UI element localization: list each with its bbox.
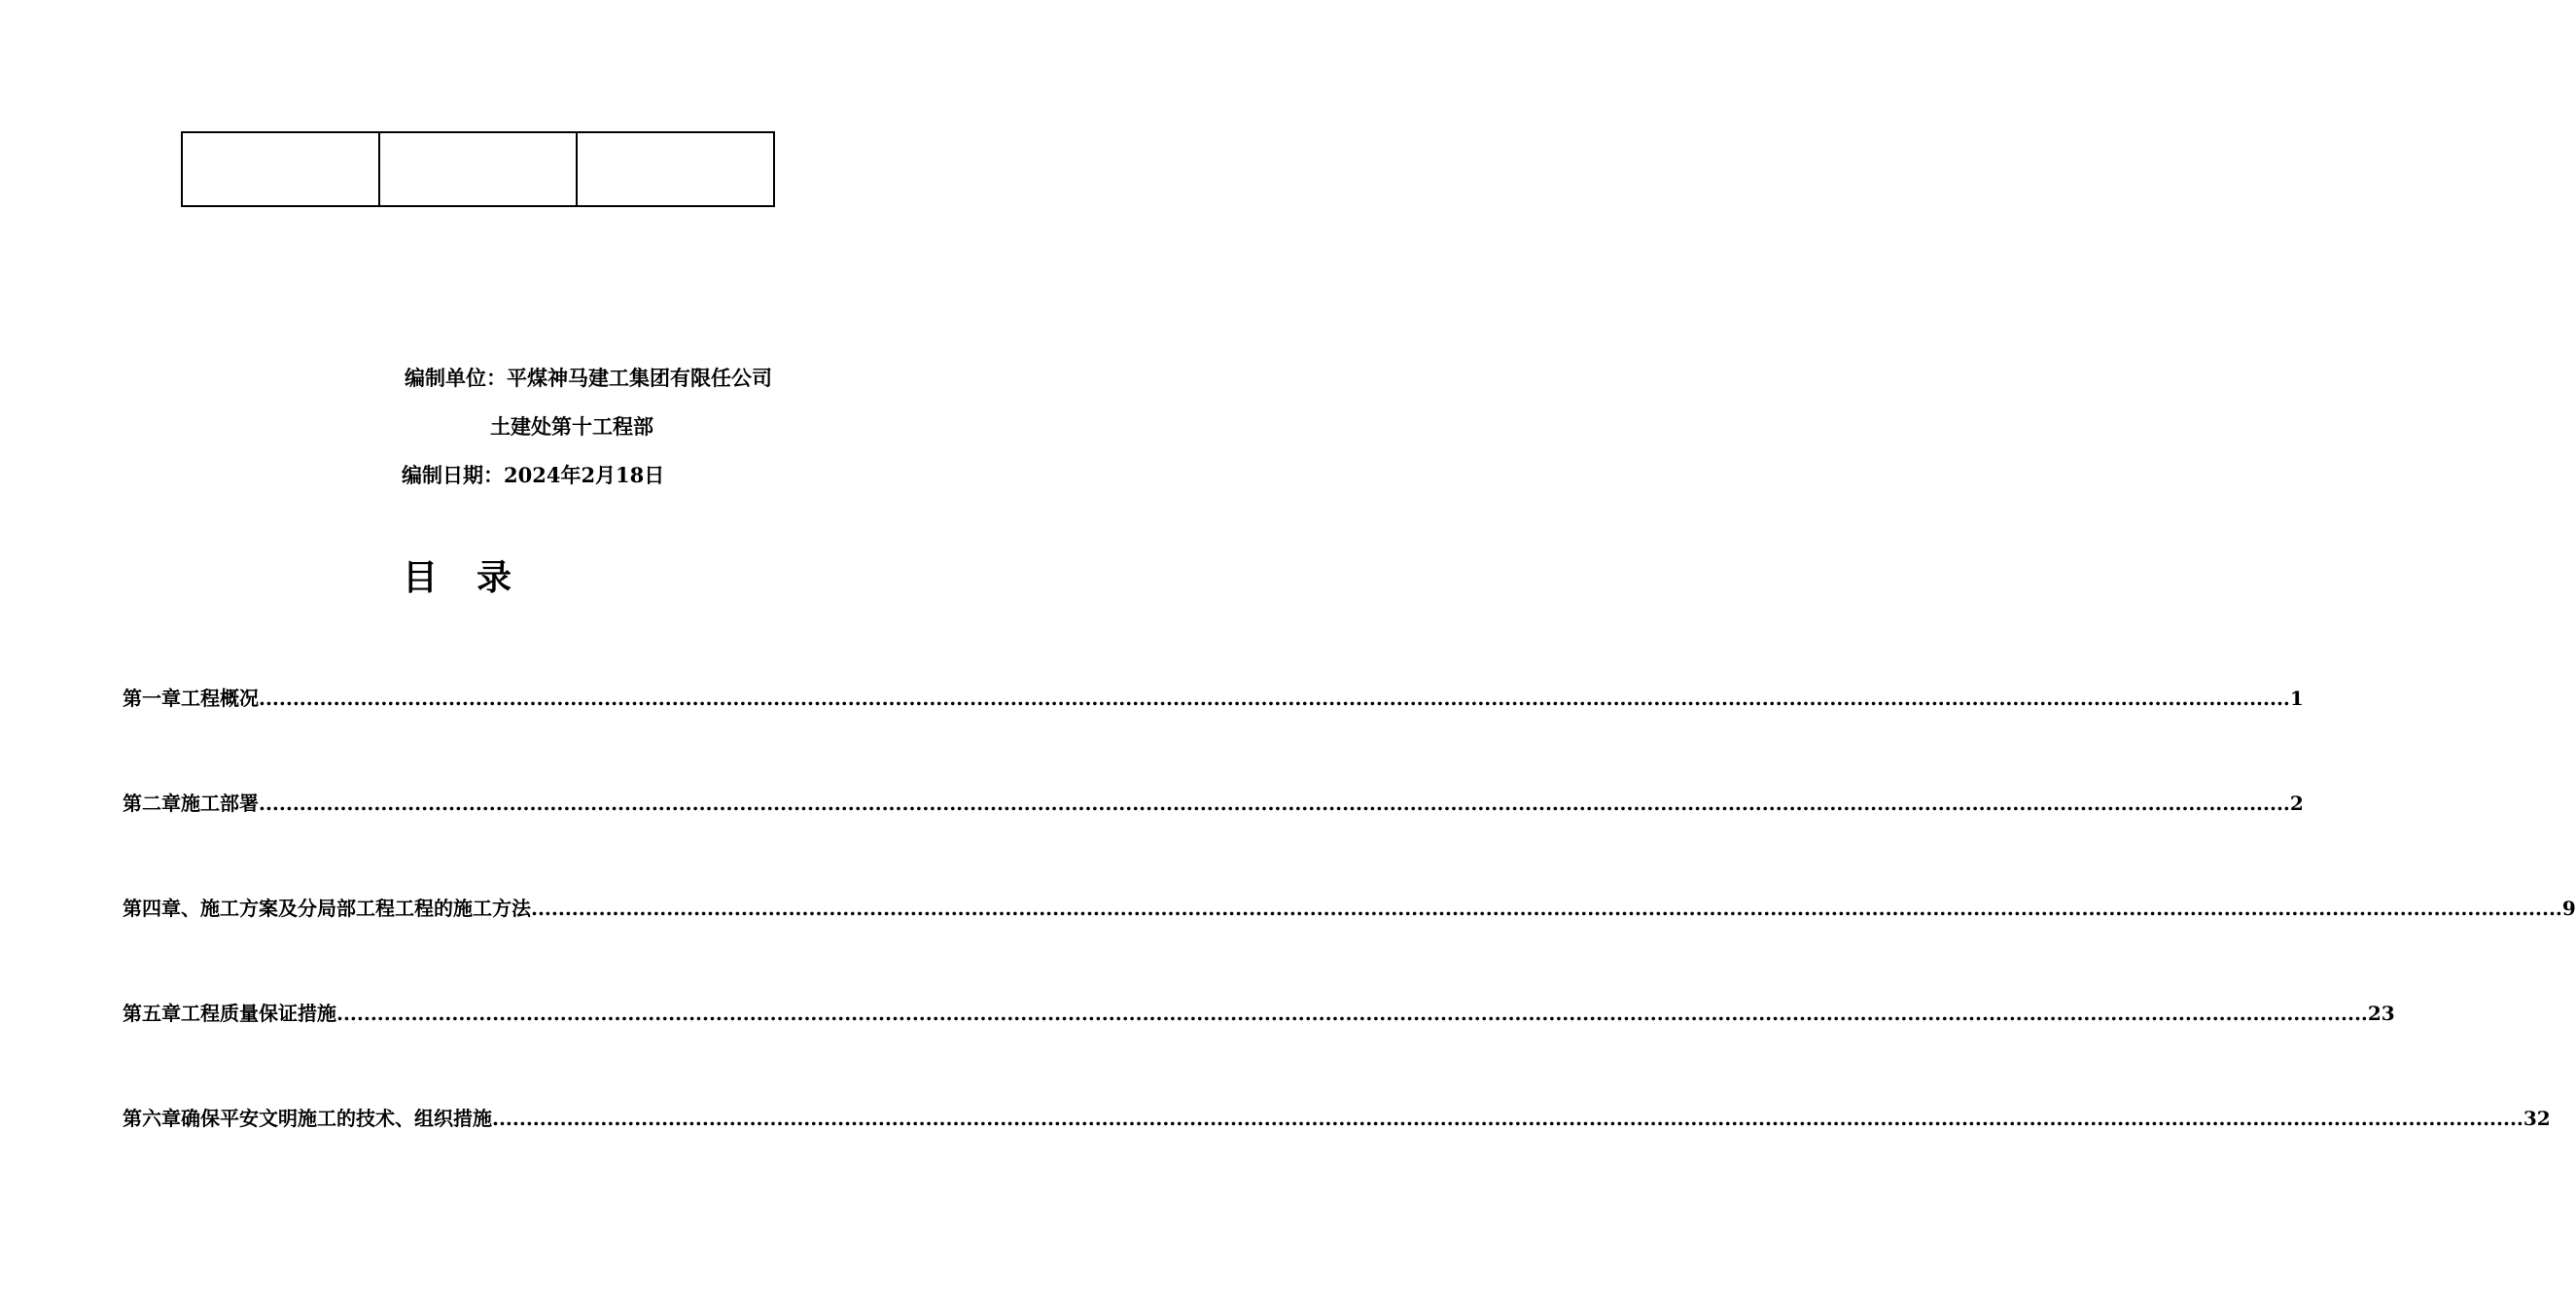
toc-page-number: 2: [2289, 792, 2304, 815]
toc-page-number: 32: [2523, 1107, 2551, 1130]
toc-entry-title: 确保平安文明施工的技术、组织措施: [181, 1107, 492, 1130]
toc-entry[interactable]: [123, 999, 2395, 1028]
toc-leader: ............................................................................................................................................................................................................................................................................................................: [259, 687, 2290, 710]
toc-chapter: 第六章: [123, 1107, 181, 1130]
signature-cell-2: [379, 132, 577, 206]
department: 土建处第十工程部: [490, 414, 653, 439]
toc-chapter: 第四章、: [123, 897, 200, 920]
toc-leader: ............................................................................................................................................................................................................................................................................................................: [259, 792, 2290, 815]
toc-entry[interactable]: [123, 894, 2576, 923]
compiling-unit: 编制单位：平煤神马建工集团有限任公司: [405, 366, 772, 390]
toc-entry-title: 工程概况: [181, 687, 259, 710]
signature-cell-3: [577, 132, 774, 206]
signature-cell-1: [182, 132, 379, 206]
toc-entry-title: 工程质量保证措施: [181, 1002, 336, 1025]
toc-page-number: 1: [2289, 687, 2304, 710]
toc-entry[interactable]: [123, 789, 2304, 818]
toc-entry[interactable]: [123, 684, 2304, 713]
toc-page-number: 9: [2561, 897, 2576, 920]
toc-page-number: 23: [2367, 1002, 2395, 1025]
compile-date: 编制日期：2024年2月18日: [402, 463, 665, 487]
toc-leader: ............................................................................................................................................................................................................................................................................................................: [492, 1107, 2523, 1130]
toc-chapter: 第五章: [123, 1002, 181, 1025]
toc-entry-title: 施工部署: [181, 792, 259, 815]
toc-entry-title: 施工方案及分局部工程工程的施工方法: [200, 897, 531, 920]
toc-chapter: 第二章: [123, 792, 181, 815]
toc-chapter: 第一章: [123, 687, 181, 710]
signature-table: [181, 131, 775, 207]
toc-leader: ............................................................................................................................................................................................................................................................................................................: [531, 897, 2562, 920]
toc-entry[interactable]: [123, 1104, 2551, 1133]
toc-title: 目录: [402, 557, 550, 598]
toc-leader: ............................................................................................................................................................................................................................................................................................................: [336, 1002, 2368, 1025]
